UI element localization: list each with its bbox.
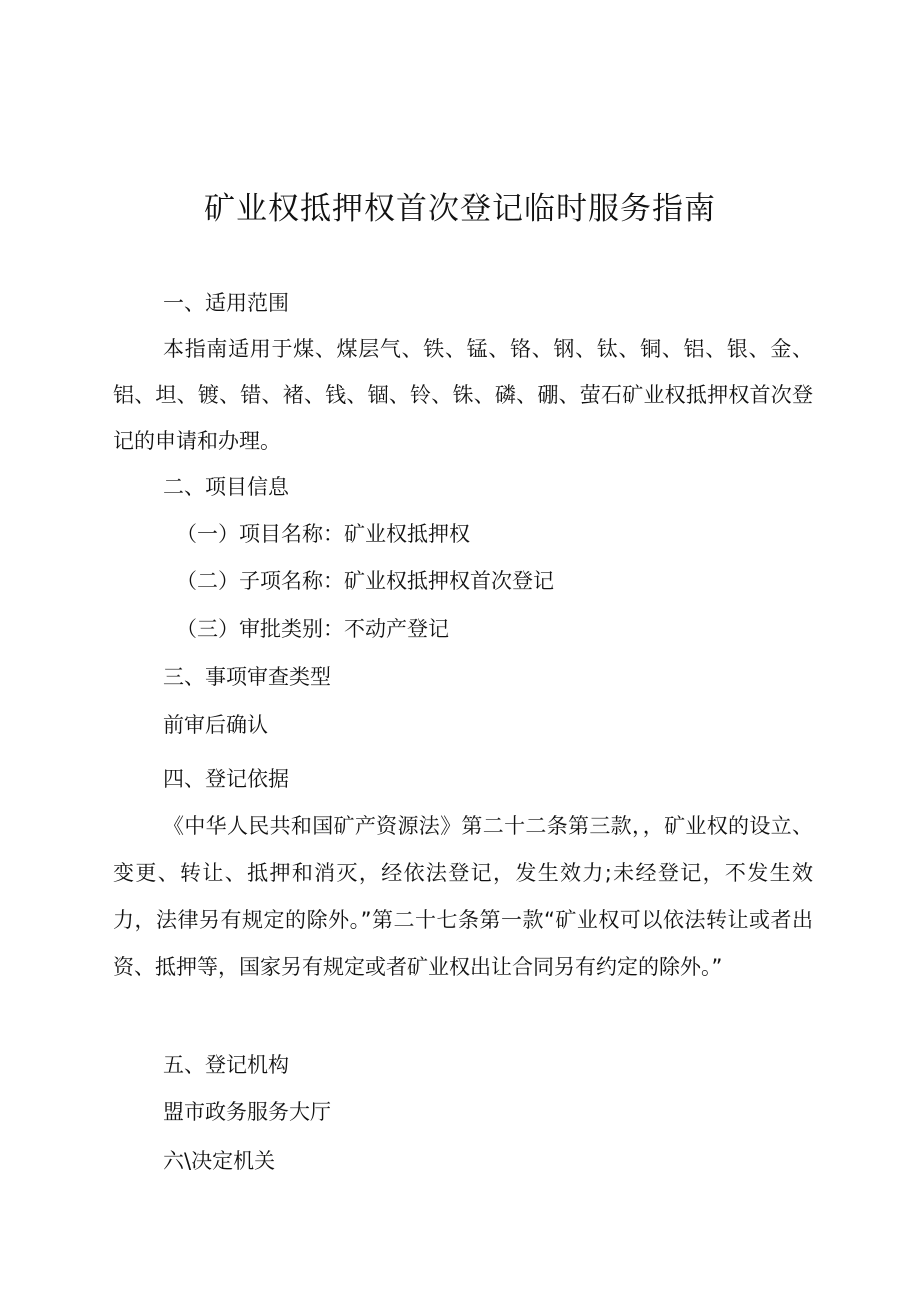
section-heading-review-type: 三、事项审查类型 [163, 665, 331, 689]
section-heading-registration-agency: 五、登记机构 [163, 1053, 289, 1077]
section-body-registration-agency: 盟市政务服务大厅 [163, 1100, 331, 1124]
project-info-item-category: （三）审批类别：不动产登记 [176, 617, 449, 641]
section-heading-legal-basis: 四、登记依据 [163, 767, 289, 791]
section-heading-scope: 一、适用范围 [163, 291, 289, 315]
document-title: 矿业权抵押权首次登记临时服务指南 [204, 191, 716, 227]
project-info-item-name: （一）项目名称：矿业权抵押权 [176, 522, 470, 546]
section-body-scope: 本指南适用于煤、煤层气、铁、锰、铬、钢、钛、铜、铝、银、金、铝、坦、镀、错、褚、钱、锢、铃、铢、磷、硼、萤石矿业权抵押权首次登记的申请和办理。 [113, 337, 813, 453]
section-body-review-type: 前审后确认 [163, 713, 268, 737]
project-info-item-subname: （二）子项名称：矿业权抵押权首次登记 [176, 569, 554, 593]
section-heading-decision-authority: 六\决定机关 [163, 1149, 276, 1173]
section-body-legal-basis: 《中华人民共和国矿产资源法》第二十二条第三款，，矿业权的设立、变更、转让、抵押和消灭，经依法登记，发生效力;未经登记，不发生效力，法律另有规定的除外。”第二十七条第一款“矿业权可以依法转让或者出资、抵押等，国家另有规定或者矿业权出让合同另有约定的除外。” [113, 814, 813, 979]
section-heading-project-info: 二、项目信息 [163, 475, 289, 499]
